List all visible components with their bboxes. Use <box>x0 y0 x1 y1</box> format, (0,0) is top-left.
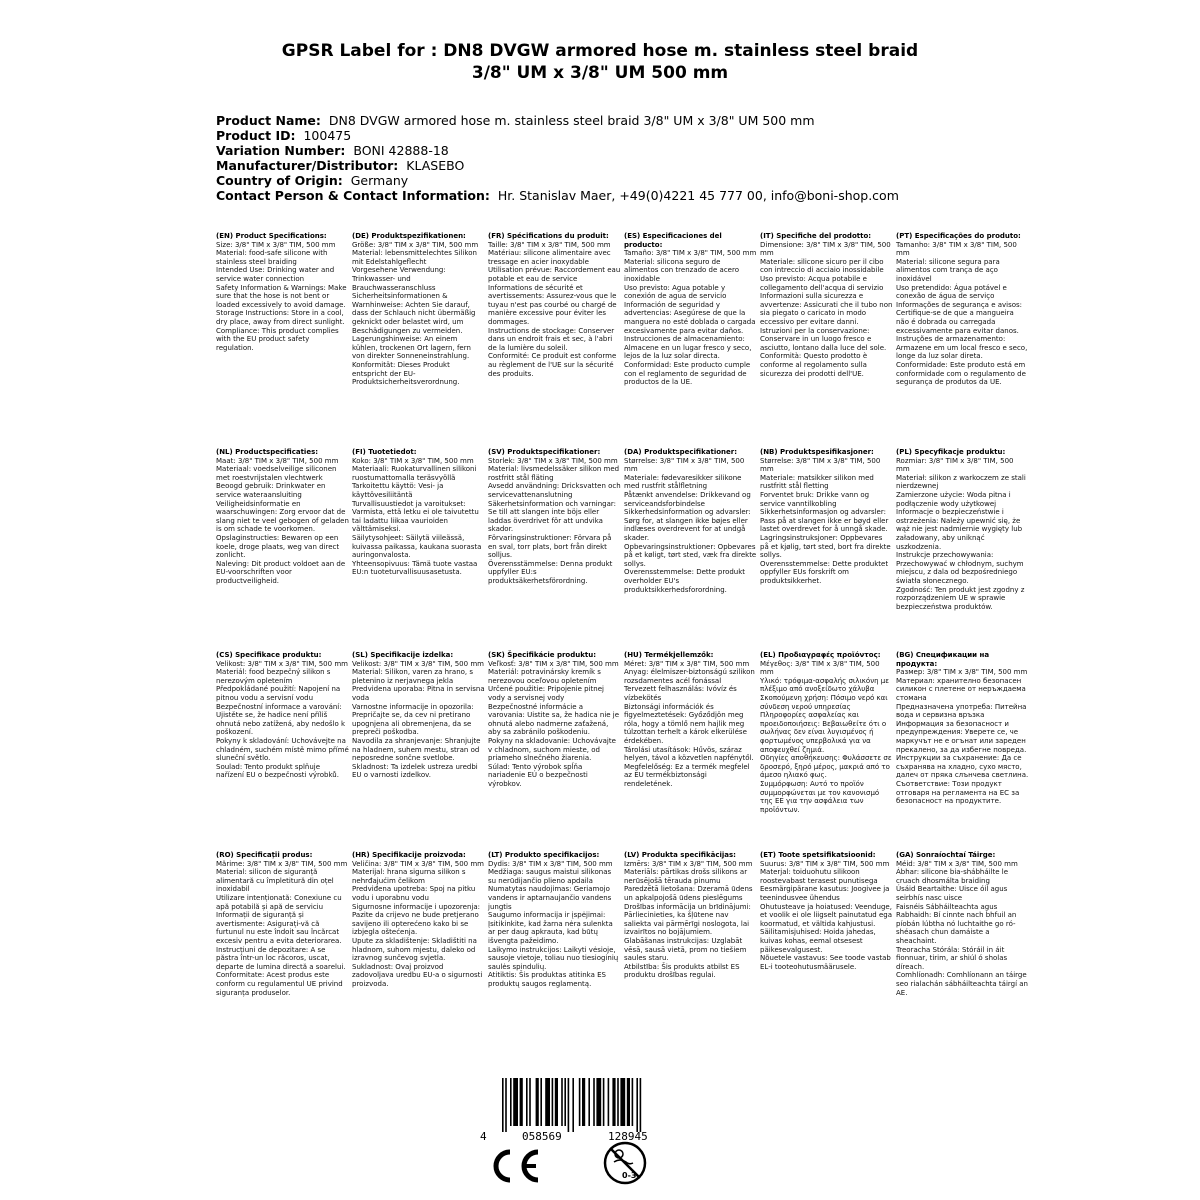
spec-body: Suurus: 3/8" TIM x 3/8" TIM, 500 mm Materjal: toiduohutu silikoon roostevabast terasest punutisega Eesmärgipärane kasutus: Joogivee ja teenindusvee ühendus Ohutusteave ja hoiatused: Veenduge, et voolik ei ole liigselt painutatud ega koormatud, et vältida kahjustusi. Säilitamisjuhised: Hoida jahedas, kuivas kohas, eemal otsesest päikesevalgusest. Nõuetele vastavus: See toode vastab EL-i tooteohutusmäärusele. <box>760 859 893 971</box>
spec-heading: (BG) Спецификации на продукта: <box>896 651 990 668</box>
spec-row <box>216 448 1136 651</box>
spec-heading: (IT) Specifiche del prodotto: <box>760 232 872 240</box>
spec-heading: (HU) Termékjellemzők: <box>624 651 714 659</box>
info-value: BONI 42888-18 <box>353 143 449 158</box>
spec-block-bg <box>896 651 1031 851</box>
spec-row <box>216 232 1136 448</box>
barcode-bar <box>612 1078 615 1126</box>
spec-block-nl <box>216 448 351 651</box>
spec-heading: (EL) Προδιαγραφές προϊόντος: <box>760 651 881 659</box>
barcode-bar <box>640 1078 642 1132</box>
ean-barcode <box>480 1078 684 1144</box>
not-for-children-0-3-icon <box>602 1140 648 1186</box>
barcode-bar <box>579 1078 581 1126</box>
label-title <box>0 40 1200 84</box>
spec-block-ga <box>896 851 1031 1051</box>
info-value: 100475 <box>303 128 352 143</box>
age-range-text: 0-3 <box>622 1171 637 1180</box>
info-product-name <box>216 113 1116 128</box>
spec-heading: (RO) Specificații produs: <box>216 851 313 859</box>
info-label: Product Name: <box>216 113 321 128</box>
spec-body: Размер: 3/8" TIM x 3/8" TIM, 500 mm Материал: хранително безопасен силикон с плетене от неръждаема стомана Предназначена употреба: Питейна вода и сервизна връзка Информация за безопасност и предупреждения: Уверете се, че маркучът не е огънат или зареден прекалено, за да избегне повреда. Инструкции за съхранение: Да се съхранява на хладно, сухо място, далеч от пряка слънчева светлина. Съответствие: Този продукт отговаря на регламента на ЕС за безопасност на продуктите. <box>896 668 1029 806</box>
info-variation-number <box>216 143 1116 158</box>
spec-body: Velikost: 3/8" TIM x 3/8" TIM, 500 mm Materiál: food bezpečný silikon s nerezovým opletením Předpokládané použití: Napojení na pitnou vodu a servisní vodu Bezpečnostní informace a varování: Ujistěte se, že hadice není příliš ohnutá nebo zatížená, aby nedošlo k poškození. Pokyny k skladování: Uchovávejte na chladném, suchém místě mimo přímé sluneční světlo. Soulad: Tento produkt splňuje nařízení EU o bezpečnosti výrobků. <box>216 659 349 780</box>
barcode-bar <box>545 1078 550 1126</box>
spec-body: Maat: 3/8" TIM x 3/8" TIM, 500 mm Materiaal: voedselveilige siliconen met roestvrijstalen vlechtwerk Beoogd gebruik: Drinkwater en service wateraansluiting Veiligheidsinformatie en waarschuwingen: Zorg ervoor dat de slang niet te veel gebogen of geladen is om schade te voorkomen. Opslaginstructies: Bewaren op een koele, droge plaats, weg van direct zonlicht. Naleving: Dit product voldoet aan de EU-voorschriften voor productveiligheid. <box>216 456 349 585</box>
barcode-bar <box>552 1078 554 1126</box>
spec-heading: (EN) Product Specifications: <box>216 232 327 240</box>
spec-body: Storlek: 3/8" TIM x 3/8" TIM, 500 mm Material: livsmedelssäker silikon med rostfritt stål fläting Avsedd användning: Dricksvatten och servicevattenanslutning Säkerhetsinformation och varningar: Se till att slangen inte böjs eller laddas överdrivet för att undvika skador. Förvaringsinstruktioner: Förvara på en sval, torr plats, bort från direkt solljus. Överensstämmelse: Denna produkt uppfyller EU:s produktsäkerhetsförordning. <box>488 456 621 585</box>
spec-body: Taille: 3/8" TIM x 3/8" TIM, 500 mm Matériau: silicone alimentaire avec tressage en acier inoxydable Utilisation prévue: Raccordement eau potable et eau de service Informations de sécurité et avertissements: Assurez-vous que le tuyau n'est pas courbé ou chargé de manière excessive pour éviter les dommages. Instructions de stockage: Conserver dans un endroit frais et sec, à l'abri de la lumière du soleil. Conformité: Ce produit est conforme au règlement de l'UE sur la sécurité des produits. <box>488 240 621 378</box>
info-value: Germany <box>350 173 409 188</box>
spec-block-lv <box>624 851 759 1051</box>
spec-body: Størrelse: 3/8" TIM x 3/8" TIM, 500 mm Materiale: fødevaresikker silikone med rustfrit stålfletning Påtænkt anvendelse: Drikkevand og serviceandsforbindelse Sikkerhedsinformation og advarsler: Sørg for, at slangen ikke bøjes eller indlæses overdrevent for at undgå skader. Opbevaringsinstruktioner: Opbevares på et køligt, tørt sted, væk fra direkte sollys. Overensstemmelse: Dette produkt overholder EU's produktsikkerhedsforordning. <box>624 456 757 594</box>
info-manufacturer <box>216 158 1116 173</box>
spec-heading: (ES) Especificaciones del producto: <box>624 232 722 249</box>
info-country-of-origin <box>216 173 1116 188</box>
barcode-bar <box>596 1078 601 1126</box>
barcode-bar <box>564 1078 566 1126</box>
barcode-bar <box>555 1078 558 1126</box>
spec-body: Méid: 3/8" TIM x 3/8" TIM, 500 mm Ábhar: silicone bia-shábháilte le cruach dhosmálta braiding Úsáid Beartaithe: Uisce óil agus seirbhís nasc uisce Faisnéis Sábháilteachta agus Rabhaidh: Bí cinnte nach bhfuil an píobán lúbtha nó luchtaithe go ró-shéasach chun damáiste a sheachaint. Treoracha Stórála: Stóráil in áit fionnuar, tirim, ar shiúl ó sholas díreach. Comhlíonadh: Comhlíonann an táirge seo rialachán sábháilteachta táirgí an AE. <box>896 859 1028 997</box>
spec-row <box>216 651 1136 851</box>
barcode-bar <box>526 1078 528 1126</box>
spec-body: Dydis: 3/8" TIM x 3/8" TIM, 500 mm Medžiaga: saugus maistui silikonas su nerūdijančio plieno apdaila Numatytas naudojimas: Geriamojo vandens ir aptarnaujančio vandens jungtis Saugumo informacija ir įspėjimai: Įsitikinkite, kad žarna nėra sulenkta ar per daug apkrauta, kad būtų išvengta pažeidimo. Laikymo instrukcijos: Laikyti vėsioje, sausoje vietoje, toliau nuo tiesioginių saulės spindulių. Atitiktis: Šis produktas atitinka ES produktų saugos reglamentą. <box>488 859 619 988</box>
barcode-digit-lead: 4 <box>480 1130 487 1143</box>
spec-body: Izmērs: 3/8" TIM x 3/8" TIM, 500 mm Materiāls: pārtikas drošs silikons ar nerūsējošā tērauda pinumu Paredzētā lietošana: Dzeramā ūdens un apkalpojošā ūdens pieslēgums Drošības informācija un brīdinājumi: Pārliecinieties, ka šļūtene nav saliekta vai pārmērīgi noslogota, lai izvairītos no bojājumiem. Glabāšanas instrukcijas: Uzglabāt vēsā, sausā vietā, prom no tiešiem saules staru. Atbilstība: Šis produkts atbilst ES produktu drošības regulai. <box>624 859 753 980</box>
spec-body: Size: 3/8" TIM x 3/8" TIM, 500 mm Material: food-safe silicone with stainless steel braiding Intended Use: Drinking water and service water connection Safety Information & Warnings: Make sure that the hose is not bent or loaded excessively to avoid damage. Storage Instructions: Store in a cool, dry place, away from direct sunlight. Compliance: This product complies with the EU product safety regulation. <box>216 240 347 352</box>
spec-block-sv <box>488 448 623 651</box>
spec-block-fi <box>352 448 487 651</box>
barcode-bar <box>593 1078 595 1126</box>
spec-heading: (FR) Spécifications du produit: <box>488 232 609 240</box>
spec-body: Méret: 3/8" TIM x 3/8" TIM, 500 mm Anyag: élelmiszer-biztonságú szilikon rozsdamentes acél fonással Tervezett felhasználás: Ivóvíz és vízbekötés Biztonsági információk és figyelmeztetések: Győződjön meg róla, hogy a tömlő nem hajlik meg túlzottan terhelt a károk elkerülése érdekében. Tárolási utasítások: Hűvös, száraz helyen, távol a közvetlen napfénytől. Megfelelőség: Ez a termék megfelel az EU termékbiztonsági rendeletének. <box>624 659 755 788</box>
spec-block-hr <box>352 851 487 1051</box>
spec-heading: (SK) Špecifikácie produktu: <box>488 651 597 659</box>
info-label: Variation Number: <box>216 143 346 158</box>
spec-heading: (LT) Produkto specifikacijos: <box>488 851 600 859</box>
barcode-bar <box>620 1078 625 1126</box>
barcode-bar <box>540 1078 542 1126</box>
barcode-bar <box>529 1078 531 1126</box>
spec-heading: (PL) Specyfikacje produktu: <box>896 448 1006 456</box>
barcode-bar <box>636 1078 638 1132</box>
barcode-digits-left: 058569 <box>522 1130 562 1143</box>
barcode-bars <box>502 1078 641 1132</box>
spec-grid <box>216 232 1136 1051</box>
spec-row <box>216 851 1136 1051</box>
spec-body: Dimensione: 3/8" TIM x 3/8" TIM, 500 mm Materiale: silicone sicuro per il cibo con intreccio di acciaio inossidabile Uso previsto: Acqua potabile e collegamento dell'acqua di servizio Informazioni sulla sicurezza e avvertenze: Assicurati che il tubo non sia piegato o caricato in modo eccessivo per evitare danni. Istruzioni per la conservazione: Conservare in un luogo fresco e asciutto, lontano dalla luce del sole. Conformità: Questo prodotto è conforme al regolamento sulla sicurezza dei prodotti dell'UE. <box>760 240 893 378</box>
spec-block-hu <box>624 651 759 851</box>
spec-heading: (LV) Produkta specifikācijas: <box>624 851 736 859</box>
spec-body: Rozmiar: 3/8" TIM x 3/8" TIM, 500 mm Materiał: silikon z warkoczem ze stali nierdzewnej Zamierzone użycie: Woda pitna i podłączenie wody użytkowej Informacje o bezpieczeństwie i ostrzeżenia: Należy upewnić się, że wąż nie jest nadmiernie wygięty lub załadowany, aby uniknąć uszkodzenia. Instrukcje przechowywania: Przechowywać w chłodnym, suchym miejscu, z dala od bezpośredniego światła słonecznego. Zgodność: Ten produkt jest zgodny z rozporządzeniem UE w sprawie bezpieczeństwa produktów. <box>896 456 1026 611</box>
spec-heading: (PT) Especificações do produto: <box>896 232 1021 240</box>
barcode-bar <box>513 1078 518 1126</box>
spec-block-es <box>624 232 759 448</box>
spec-block-et <box>760 851 895 1051</box>
info-label: Country of Origin: <box>216 173 343 188</box>
info-contact <box>216 188 1116 203</box>
barcode-bar <box>561 1078 563 1126</box>
barcode-bar <box>505 1078 507 1132</box>
title-line-2: 3/8" UM x 3/8" UM 500 mm <box>471 63 729 83</box>
info-label: Manufacturer/Distributor: <box>216 158 399 173</box>
spec-block-sk <box>488 651 623 851</box>
spec-block-pt <box>896 232 1031 448</box>
spec-heading: (CS) Specifikace produktu: <box>216 651 322 659</box>
barcode-bar <box>627 1078 630 1126</box>
spec-heading: (NL) Productspecificaties: <box>216 448 319 456</box>
spec-heading: (DA) Produktspecifikationer: <box>624 448 738 456</box>
spec-block-da <box>624 448 759 651</box>
spec-block-cs <box>216 651 351 851</box>
ce-mark-icon <box>486 1146 542 1186</box>
info-value: DN8 DVGW armored hose m. stainless steel braid 3/8" UM x 3/8" UM 500 mm <box>328 113 815 128</box>
barcode-bar <box>582 1078 585 1126</box>
spec-body: Koko: 3/8" TIM x 3/8" TIM, 500 mm Materiaali: Ruokaturvallinen silikoni ruostumattomalla teräsvyöllä Tarkoitettu käyttö: Vesi- ja käyttövesiliitäntä Turvallisuustiedot ja varoitukset: Varmista, että letku ei ole taivutettu tai ladattu liikaa vaurioiden välttämiseksi. Säilytysohjeet: Säilytä viileässä, kuivassa paikassa, kaukana suorasta auringonvalosta. Yhteensopivuus: Tämä tuote vastaa EU:n tuoteturvallisuusasetusta. <box>352 456 482 577</box>
barcode-bar <box>588 1078 590 1126</box>
barcode-bar <box>520 1078 523 1126</box>
barcode-bar <box>536 1078 539 1126</box>
barcode-bar <box>568 1078 570 1132</box>
spec-block-sl <box>352 651 487 851</box>
spec-body: Tamanho: 3/8" TIM x 3/8" TIM, 500 mm Material: silicone segura para alimentos com trança de aço inoxidável Uso pretendido: Água potável e conexão de água de serviço Informações de segurança e avisos: Certifique-se de que a mangueira não é dobrada ou carregada excessivamente para evitar danos. Instruções de armazenamento: Armazene em um local fresco e seco, longe da luz solar direta. Conformidade: Este produto está em conformidade com o regulamento de segurança de produtos da UE. <box>896 240 1028 387</box>
spec-block-el <box>760 651 895 851</box>
spec-body: Veličina: 3/8" TIM x 3/8" TIM, 500 mm Materijal: hrana sigurna silikon s nehrđajućim čelikom Predviđena upotreba: Spoj na pitku vodu i uporabnu vodu Sigurnosne informacije i upozorenja: Pazite da crijevo ne bude pretjerano savijeno ili opterećeno kako bi se izbjegla oštećenja. Upute za skladištenje: Skladištiti na hladnom, suhom mjestu, daleko od izravnog sunčevog svjetla. Sukladnost: Ovaj proizvod zadovoljava uredbu EU-a o sigurnosti proizvoda. <box>352 859 484 988</box>
spec-block-pl <box>896 448 1031 651</box>
spec-body: Størrelse: 3/8" TIM x 3/8" TIM, 500 mm Materiale: matsikker silikon med rustfritt stål fletting Forventet bruk: Drikke vann og service vanntilkobling Sikkerhetsinformasjon og advarsler: Pass på at slangen ikke er bøyd eller lastet overdrevet for å unngå skade. Lagringsinstruksjoner: Oppbevares på et kjølig, tørt sted, bort fra direkte sollys. Overensstemmelse: Dette produktet oppfyller EUs forskrift om produktsikkerhet. <box>760 456 891 585</box>
spec-block-nb <box>760 448 895 651</box>
barcode-bar <box>502 1078 504 1132</box>
info-label: Product ID: <box>216 128 296 143</box>
spec-heading: (ET) Toote spetsifikatsioonid: <box>760 851 876 859</box>
spec-block-de <box>352 232 487 448</box>
spec-body: Veľkosť: 3/8" TIM x 3/8" TIM, 500 mm Materiál: potravinársky kremík s nerezovou oceľovou opletením Určené použitie: Pripojenie pitnej vody a servisnej vody Bezpečnostné informácie a varovania: Uistite sa, že hadica nie je ohnutá alebo nadmerne zaťažená, aby sa zabránilo poškodeniu. Pokyny na skladovanie: Uchovávajte v chladnom, suchom mieste, od priameho slnečného žiarenia. Súlad: Tento výrobok spĺňa nariadenie EÚ o bezpečnosti výrobkov. <box>488 659 620 788</box>
info-value: Hr. Stanislav Maer, +49(0)4221 45 777 00, info@boni-shop.com <box>497 188 899 203</box>
barcode-digits-right: 128945 <box>608 1130 648 1143</box>
spec-block-it <box>760 232 895 448</box>
spec-heading: (HR) Specifikacije proizvoda: <box>352 851 466 859</box>
spec-block-en <box>216 232 351 448</box>
spec-heading: (DE) Produktspezifikationen: <box>352 232 466 240</box>
spec-heading: (SV) Produktspecifikationer: <box>488 448 601 456</box>
spec-body: Größe: 3/8" TIM x 3/8" TIM, 500 mm Material: lebensmittelechtes Silikon mit Edelstahlgeflecht Vorgesehene Verwendung: Trinkwasser- und Brauchwasseranschluss Sicherheitsinformationen & Warnhinweise: Achten Sie darauf, dass der Schlauch nicht übermäßig geknickt oder belastet wird, um Beschädigungen zu vermeiden. Lagerungshinweise: An einem kühlen, trockenen Ort lagern, fern von direkter Sonneneinstrahlung. Konformität: Dieses Produkt entspricht der EU-Produktsicherheitsverordnung. <box>352 240 479 387</box>
info-label: Contact Person & Contact Information: <box>216 188 490 203</box>
spec-block-fr <box>488 232 623 448</box>
barcode-bar <box>572 1078 574 1132</box>
spec-body: Velikost: 3/8" TIM x 3/8" TIM, 500 mm Material: Silikon, varen za hrano, s pletenino iz nerjavnega jekla Predvidena uporaba: Pitna in servisna voda Varnostne informacije in opozorila: Prepričajte se, da cev ni pretirano upognjena ali obremenjena, da se prepreči poškodba. Navodila za shranjevanje: Shranjujte na hladnem, suhem mestu, stran od neposredne sončne svetlobe. Skladnost: Ta izdelek ustreza uredbi EU o varnosti izdelkov. <box>352 659 485 780</box>
spec-heading: (FI) Tuotetiedot: <box>352 448 417 456</box>
info-value: KLASEBO <box>406 158 465 173</box>
barcode-bar <box>603 1078 605 1126</box>
spec-body: Tamaño: 3/8" TIM x 3/8" TIM, 500 mm Material: silicona seguro de alimentos con trenzado de acero inoxidable Uso previsto: Agua potable y conexión de agua de servicio Información de seguridad y advertencias: Asegúrese de que la manguera no esté doblada o cargada excesivamente para evitar daños. Instrucciones de almacenamiento: Almacene en un lugar fresco y seco, lejos de la luz solar directa. Conformidad: Este producto cumple con el reglamento de seguridad de productos de la UE. <box>624 249 757 387</box>
info-product-id <box>216 128 1116 143</box>
spec-body: Mărime: 3/8" TIM x 3/8" TIM, 500 mm Material: silicon de siguranță alimentară cu împletitură din oțel inoxidabil Utilizare intenționată: Conexiune cu apă potabilă și apă de serviciu Informații de siguranță și avertismente: Asigurați-vă că furtunul nu este îndoit sau încărcat excesiv pentru a evita deteriorarea. Instrucțiuni de depozitare: A se păstra într-un loc răcoros, uscat, departe de lumina directă a soarelui. Conformitate: Acest produs este conform cu regulamentul UE privind siguranța produselor. <box>216 859 348 997</box>
title-line-1: GPSR Label for : DN8 DVGW armored hose m. stainless steel braid <box>281 41 919 61</box>
spec-heading: (SL) Specifikacije izdelka: <box>352 651 454 659</box>
spec-heading: (GA) Sonraíochtaí Táirge: <box>896 851 996 859</box>
barcode-bar <box>510 1078 512 1126</box>
barcode-bar <box>632 1078 634 1126</box>
spec-block-lt <box>488 851 623 1051</box>
spec-heading: (NB) Produktspesifikasjoner: <box>760 448 874 456</box>
product-info <box>216 113 1116 203</box>
barcode-bar <box>617 1078 619 1126</box>
barcode-bar <box>608 1078 610 1126</box>
spec-block-ro <box>216 851 351 1051</box>
spec-body: Μέγεθος: 3/8" TIM x 3/8" TIM, 500 mm Υλικό: τρόφιμα-ασφαλής σιλικόνη με πλέξιμο από ανοξείδωτο χάλυβα Σκοπούμενη χρήση: Πόσιμο νερό και σύνδεση νερού υπηρεσίας Πληροφορίες ασφαλείας και προειδοποιήσεις: Βεβαιωθείτε ότι ο σωλήνας δεν είναι λυγισμένος ή φορτωμένος υπερβολικά για να αποφευχθεί ζημιά. Οδηγίες αποθήκευσης: Φυλάσσετε σε δροσερό, ξηρό μέρος, μακριά από το άμεσο ηλιακό φως. Συμμόρφωση: Αυτό το προϊόν συμμορφώνεται με τον κανονισμό της ΕΕ για την ασφάλεια των προϊόντων. <box>760 659 892 814</box>
